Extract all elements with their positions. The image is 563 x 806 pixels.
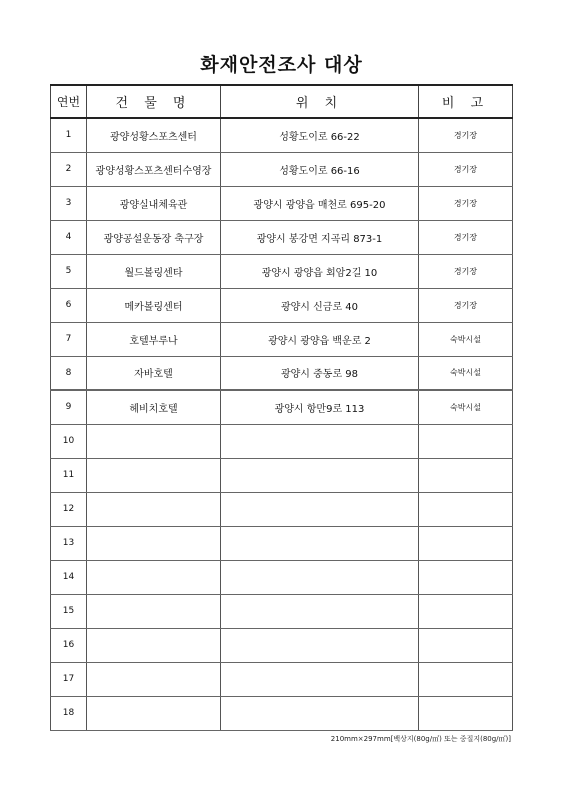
row-number-cell: 17	[51, 662, 87, 696]
location-cell: 광양시 광양읍 백운로 2	[221, 322, 419, 356]
building-name-cell: 호텔부루나	[87, 322, 221, 356]
building-name-cell	[87, 594, 221, 628]
building-name-cell: 메카볼링센터	[87, 288, 221, 322]
note-cell: 경기장	[419, 186, 513, 220]
header-note: 비 고	[419, 85, 513, 118]
inspection-table	[50, 84, 513, 731]
row-number-cell: 6	[51, 288, 87, 322]
location-cell	[221, 628, 419, 662]
building-name-cell	[87, 662, 221, 696]
table-row	[51, 424, 513, 458]
paper-spec-note: 210mm×297mm[백상지(80g/㎡) 또는 중질지(80g/㎡)]	[330, 735, 511, 743]
header-no: 연번	[51, 85, 87, 118]
note-cell	[419, 560, 513, 594]
row-number-cell: 10	[51, 424, 87, 458]
note-cell	[419, 526, 513, 560]
page-title: 화재안전조사 대상	[200, 54, 363, 76]
note-cell	[419, 594, 513, 628]
row-number-cell: 14	[51, 560, 87, 594]
row-number-cell: 4	[51, 220, 87, 254]
row-number-cell: 9	[51, 390, 87, 424]
table-header-row	[51, 85, 513, 118]
building-name-cell: 광양성황스포츠센터	[87, 118, 221, 152]
note-cell	[419, 662, 513, 696]
location-cell	[221, 696, 419, 730]
location-cell	[221, 492, 419, 526]
location-cell: 광양시 광양읍 매천로 695-20	[221, 186, 419, 220]
building-name-cell: 광양성황스포츠센터수영장	[87, 152, 221, 186]
note-cell	[419, 458, 513, 492]
table-row	[51, 458, 513, 492]
row-number-cell: 16	[51, 628, 87, 662]
location-cell: 광양시 광양읍 회암2길 10	[221, 254, 419, 288]
location-cell: 성황도이로 66-16	[221, 152, 419, 186]
location-cell: 광양시 신금로 40	[221, 288, 419, 322]
table-row	[51, 696, 513, 730]
note-cell	[419, 628, 513, 662]
note-cell: 숙박시설	[419, 322, 513, 356]
building-name-cell: 자바호텔	[87, 356, 221, 390]
location-cell: 성황도이로 66-22	[221, 118, 419, 152]
note-cell: 경기장	[419, 288, 513, 322]
table-row	[51, 628, 513, 662]
row-number-cell: 15	[51, 594, 87, 628]
location-cell	[221, 662, 419, 696]
location-cell	[221, 526, 419, 560]
table-row	[51, 390, 513, 424]
note-cell: 경기장	[419, 118, 513, 152]
building-name-cell: 헤비치호텔	[87, 390, 221, 424]
note-cell: 숙박시설	[419, 356, 513, 390]
location-cell	[221, 458, 419, 492]
location-cell: 광양시 봉강면 지곡리 873-1	[221, 220, 419, 254]
note-cell: 경기장	[419, 254, 513, 288]
row-number-cell: 2	[51, 152, 87, 186]
table-row	[51, 594, 513, 628]
note-cell	[419, 424, 513, 458]
row-number-cell: 12	[51, 492, 87, 526]
table-row	[51, 526, 513, 560]
note-cell: 경기장	[419, 152, 513, 186]
table-row	[51, 254, 513, 288]
note-cell: 경기장	[419, 220, 513, 254]
note-cell: 숙박시설	[419, 390, 513, 424]
location-cell	[221, 594, 419, 628]
table-row	[51, 118, 513, 152]
building-name-cell	[87, 628, 221, 662]
table-row	[51, 492, 513, 526]
table-row	[51, 662, 513, 696]
row-number-cell: 18	[51, 696, 87, 730]
row-number-cell: 1	[51, 118, 87, 152]
location-cell	[221, 424, 419, 458]
table-row	[51, 322, 513, 356]
row-number-cell: 3	[51, 186, 87, 220]
header-location: 위 치	[221, 85, 419, 118]
row-number-cell: 11	[51, 458, 87, 492]
table-row	[51, 356, 513, 390]
building-name-cell	[87, 492, 221, 526]
building-name-cell: 광양공설운동장 축구장	[87, 220, 221, 254]
table-row	[51, 288, 513, 322]
table-row	[51, 152, 513, 186]
table-row	[51, 186, 513, 220]
row-number-cell: 8	[51, 356, 87, 390]
row-number-cell: 13	[51, 526, 87, 560]
table-row	[51, 560, 513, 594]
note-cell	[419, 696, 513, 730]
building-name-cell	[87, 696, 221, 730]
table-row	[51, 220, 513, 254]
location-cell: 광양시 항만9로 113	[221, 390, 419, 424]
row-number-cell: 5	[51, 254, 87, 288]
note-cell	[419, 492, 513, 526]
inspection-table-container	[50, 84, 512, 731]
building-name-cell: 월드볼링센타	[87, 254, 221, 288]
building-name-cell	[87, 526, 221, 560]
header-building: 건 물 명	[87, 85, 221, 118]
building-name-cell	[87, 458, 221, 492]
location-cell	[221, 560, 419, 594]
building-name-cell	[87, 424, 221, 458]
building-name-cell	[87, 560, 221, 594]
location-cell: 광양시 중동로 98	[221, 356, 419, 390]
table-body	[51, 118, 513, 730]
building-name-cell: 광양실내체육관	[87, 186, 221, 220]
row-number-cell: 7	[51, 322, 87, 356]
